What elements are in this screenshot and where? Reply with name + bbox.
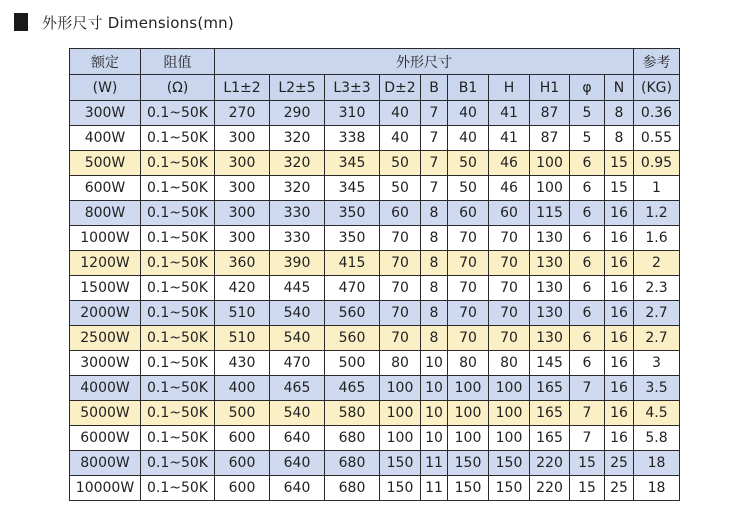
header-sub-cell: H bbox=[489, 75, 530, 101]
header-sub-cell: L1±2 bbox=[215, 75, 270, 101]
table-cell: 470 bbox=[270, 351, 325, 376]
table-cell: 320 bbox=[270, 151, 325, 176]
table-cell: 0.55 bbox=[634, 126, 680, 151]
table-cell: 60 bbox=[380, 201, 421, 226]
table-cell: 50 bbox=[448, 176, 489, 201]
table-cell: 300 bbox=[215, 151, 270, 176]
table-cell: 100 bbox=[448, 426, 489, 451]
table-cell: 415 bbox=[325, 251, 380, 276]
table-cell: 6 bbox=[570, 151, 605, 176]
table-cell: 70 bbox=[448, 301, 489, 326]
table-cell: 130 bbox=[530, 226, 570, 251]
table-cell: 100 bbox=[448, 401, 489, 426]
table-cell: 100 bbox=[489, 426, 530, 451]
table-cell: 600 bbox=[215, 451, 270, 476]
table-cell: 510 bbox=[215, 301, 270, 326]
table-cell: 8 bbox=[605, 101, 634, 126]
table-cell: 150 bbox=[380, 476, 421, 501]
table-cell: 800W bbox=[70, 201, 141, 226]
table-cell: 8 bbox=[421, 201, 448, 226]
table-cell: 465 bbox=[270, 376, 325, 401]
table-cell: 16 bbox=[605, 401, 634, 426]
table-cell: 540 bbox=[270, 301, 325, 326]
table-cell: 5.8 bbox=[634, 426, 680, 451]
table-cell: 130 bbox=[530, 251, 570, 276]
table-cell: 6 bbox=[570, 351, 605, 376]
table-cell: 0.1~50K bbox=[141, 176, 215, 201]
table-cell: 1 bbox=[634, 176, 680, 201]
table-cell: 7 bbox=[421, 151, 448, 176]
table-cell: 10 bbox=[421, 351, 448, 376]
table-row bbox=[70, 326, 680, 351]
table-cell: 10 bbox=[421, 426, 448, 451]
table-cell: 10 bbox=[421, 376, 448, 401]
table-row bbox=[70, 451, 680, 476]
table-cell: 0.1~50K bbox=[141, 251, 215, 276]
section-title bbox=[14, 9, 234, 35]
table-cell: 70 bbox=[380, 226, 421, 251]
table-cell: 540 bbox=[270, 326, 325, 351]
table-row bbox=[70, 476, 680, 501]
table-cell: 100 bbox=[489, 376, 530, 401]
table-cell: 300 bbox=[215, 126, 270, 151]
table-cell: 0.1~50K bbox=[141, 326, 215, 351]
header-sub-cell: B1 bbox=[448, 75, 489, 101]
table-cell: 87 bbox=[530, 101, 570, 126]
table-cell: 40 bbox=[448, 101, 489, 126]
table-cell: 41 bbox=[489, 101, 530, 126]
table-cell: 165 bbox=[530, 426, 570, 451]
table-cell: 70 bbox=[489, 326, 530, 351]
table-cell: 16 bbox=[605, 226, 634, 251]
table-cell: 70 bbox=[489, 226, 530, 251]
square-bullet-icon bbox=[14, 13, 28, 31]
table-cell: 150 bbox=[448, 476, 489, 501]
table-cell: 338 bbox=[325, 126, 380, 151]
table-cell: 16 bbox=[605, 201, 634, 226]
table-cell: 16 bbox=[605, 426, 634, 451]
table-cell: 130 bbox=[530, 326, 570, 351]
table-cell: 25 bbox=[605, 451, 634, 476]
header-reference: 参考 bbox=[634, 49, 680, 75]
table-cell: 7 bbox=[570, 426, 605, 451]
table-cell: 8 bbox=[421, 301, 448, 326]
table-row bbox=[70, 101, 680, 126]
table-cell: 2.7 bbox=[634, 301, 680, 326]
table-cell: 2 bbox=[634, 251, 680, 276]
table-cell: 100 bbox=[448, 376, 489, 401]
header-sub-cell: (W) bbox=[70, 75, 141, 101]
table-row bbox=[70, 401, 680, 426]
table-cell: 70 bbox=[489, 301, 530, 326]
table-cell: 8 bbox=[421, 251, 448, 276]
table-cell: 6 bbox=[570, 226, 605, 251]
table-cell: 50 bbox=[380, 151, 421, 176]
table-cell: 80 bbox=[489, 351, 530, 376]
table-cell: 540 bbox=[270, 401, 325, 426]
table-cell: 0.36 bbox=[634, 101, 680, 126]
table-cell: 130 bbox=[530, 301, 570, 326]
table-cell: 400 bbox=[215, 376, 270, 401]
table-cell: 70 bbox=[489, 251, 530, 276]
table-row bbox=[70, 176, 680, 201]
table-cell: 6 bbox=[570, 176, 605, 201]
table-cell: 165 bbox=[530, 376, 570, 401]
header-resistance: 阻值 bbox=[141, 49, 215, 75]
table-cell: 320 bbox=[270, 176, 325, 201]
table-row bbox=[70, 426, 680, 451]
table-cell: 300 bbox=[215, 226, 270, 251]
table-row bbox=[70, 351, 680, 376]
header-sub-cell: N bbox=[605, 75, 634, 101]
table-cell: 600 bbox=[215, 476, 270, 501]
header-sub-cell: D±2 bbox=[380, 75, 421, 101]
table-cell: 15 bbox=[570, 476, 605, 501]
table-cell: 60 bbox=[489, 201, 530, 226]
table-cell: 100 bbox=[380, 401, 421, 426]
table-cell: 165 bbox=[530, 401, 570, 426]
table-cell: 70 bbox=[380, 301, 421, 326]
table-cell: 390 bbox=[270, 251, 325, 276]
table-cell: 16 bbox=[605, 276, 634, 301]
table-cell: 330 bbox=[270, 226, 325, 251]
table-cell: 300 bbox=[215, 176, 270, 201]
table-cell: 1000W bbox=[70, 226, 141, 251]
table-cell: 350 bbox=[325, 226, 380, 251]
header-row-sub bbox=[70, 75, 680, 101]
table-cell: 2500W bbox=[70, 326, 141, 351]
table-cell: 510 bbox=[215, 326, 270, 351]
table-cell: 6 bbox=[570, 276, 605, 301]
table-cell: 600 bbox=[215, 426, 270, 451]
table-cell: 70 bbox=[448, 251, 489, 276]
table-cell: 2.7 bbox=[634, 326, 680, 351]
table-cell: 345 bbox=[325, 151, 380, 176]
header-sub-cell: L2±5 bbox=[270, 75, 325, 101]
table-cell: 500 bbox=[215, 401, 270, 426]
table-cell: 40 bbox=[448, 126, 489, 151]
table-cell: 220 bbox=[530, 476, 570, 501]
table-cell: 50 bbox=[448, 151, 489, 176]
table-cell: 10000W bbox=[70, 476, 141, 501]
table-cell: 15 bbox=[570, 451, 605, 476]
table-cell: 100 bbox=[530, 176, 570, 201]
table-cell: 0.1~50K bbox=[141, 476, 215, 501]
table-cell: 80 bbox=[380, 351, 421, 376]
table-cell: 145 bbox=[530, 351, 570, 376]
table-cell: 18 bbox=[634, 476, 680, 501]
table-cell: 6 bbox=[570, 251, 605, 276]
table-cell: 130 bbox=[530, 276, 570, 301]
table-row bbox=[70, 301, 680, 326]
table-cell: 70 bbox=[448, 326, 489, 351]
table-cell: 0.1~50K bbox=[141, 276, 215, 301]
table-cell: 640 bbox=[270, 476, 325, 501]
title-text: 外形尺寸 Dimensions(mn) bbox=[42, 13, 234, 32]
table-cell: 680 bbox=[325, 451, 380, 476]
table-cell: 0.1~50K bbox=[141, 201, 215, 226]
table-cell: 300W bbox=[70, 101, 141, 126]
table-cell: 8 bbox=[605, 126, 634, 151]
table-cell: 5 bbox=[570, 101, 605, 126]
table-cell: 46 bbox=[489, 151, 530, 176]
table-cell: 1.6 bbox=[634, 226, 680, 251]
table-cell: 15 bbox=[605, 176, 634, 201]
header-row-top bbox=[70, 49, 680, 75]
table-cell: 7 bbox=[421, 126, 448, 151]
table-cell: 6 bbox=[570, 326, 605, 351]
table-row bbox=[70, 201, 680, 226]
table-row bbox=[70, 251, 680, 276]
header-rating: 额定 bbox=[70, 49, 141, 75]
table-cell: 0.1~50K bbox=[141, 376, 215, 401]
table-cell: 0.1~50K bbox=[141, 301, 215, 326]
header-sub-cell: H1 bbox=[530, 75, 570, 101]
table-row bbox=[70, 276, 680, 301]
table-cell: 150 bbox=[489, 476, 530, 501]
table-cell: 80 bbox=[448, 351, 489, 376]
table-cell: 0.1~50K bbox=[141, 151, 215, 176]
table-cell: 420 bbox=[215, 276, 270, 301]
table-cell: 100 bbox=[489, 401, 530, 426]
table-cell: 50 bbox=[380, 176, 421, 201]
table-cell: 15 bbox=[605, 151, 634, 176]
table-cell: 40 bbox=[380, 126, 421, 151]
table-cell: 7 bbox=[570, 376, 605, 401]
table-cell: 3000W bbox=[70, 351, 141, 376]
table-cell: 680 bbox=[325, 476, 380, 501]
table-cell: 470 bbox=[325, 276, 380, 301]
table-row bbox=[70, 126, 680, 151]
table-cell: 500 bbox=[325, 351, 380, 376]
table-cell: 46 bbox=[489, 176, 530, 201]
table-cell: 8 bbox=[421, 226, 448, 251]
table-cell: 330 bbox=[270, 201, 325, 226]
table-cell: 16 bbox=[605, 376, 634, 401]
table-cell: 350 bbox=[325, 201, 380, 226]
table-cell: 16 bbox=[605, 326, 634, 351]
table-cell: 16 bbox=[605, 351, 634, 376]
header-sub-cell: L3±3 bbox=[325, 75, 380, 101]
table-cell: 100 bbox=[530, 151, 570, 176]
table-cell: 4.5 bbox=[634, 401, 680, 426]
table-cell: 1200W bbox=[70, 251, 141, 276]
table-cell: 5000W bbox=[70, 401, 141, 426]
table-cell: 320 bbox=[270, 126, 325, 151]
table-cell: 115 bbox=[530, 201, 570, 226]
table-cell: 25 bbox=[605, 476, 634, 501]
table-cell: 7 bbox=[570, 401, 605, 426]
table-cell: 70 bbox=[489, 276, 530, 301]
table-cell: 445 bbox=[270, 276, 325, 301]
table-cell: 87 bbox=[530, 126, 570, 151]
table-cell: 3.5 bbox=[634, 376, 680, 401]
table-cell: 310 bbox=[325, 101, 380, 126]
table-cell: 400W bbox=[70, 126, 141, 151]
table-cell: 2.3 bbox=[634, 276, 680, 301]
table-row bbox=[70, 376, 680, 401]
table-cell: 345 bbox=[325, 176, 380, 201]
table-cell: 41 bbox=[489, 126, 530, 151]
table-cell: 70 bbox=[448, 226, 489, 251]
table-cell: 465 bbox=[325, 376, 380, 401]
table-cell: 640 bbox=[270, 451, 325, 476]
table-cell: 4000W bbox=[70, 376, 141, 401]
table-cell: 0.95 bbox=[634, 151, 680, 176]
dimensions-table bbox=[69, 48, 680, 501]
table-cell: 270 bbox=[215, 101, 270, 126]
table-cell: 70 bbox=[380, 251, 421, 276]
table-cell: 8 bbox=[421, 326, 448, 351]
table-cell: 1500W bbox=[70, 276, 141, 301]
table-cell: 1.2 bbox=[634, 201, 680, 226]
table-cell: 8 bbox=[421, 276, 448, 301]
table-cell: 290 bbox=[270, 101, 325, 126]
header-sub-cell: (KG) bbox=[634, 75, 680, 101]
table-cell: 560 bbox=[325, 301, 380, 326]
table-cell: 11 bbox=[421, 476, 448, 501]
table-cell: 0.1~50K bbox=[141, 101, 215, 126]
table-cell: 16 bbox=[605, 301, 634, 326]
table-cell: 220 bbox=[530, 451, 570, 476]
header-sub-cell: B bbox=[421, 75, 448, 101]
table-cell: 430 bbox=[215, 351, 270, 376]
table-row bbox=[70, 226, 680, 251]
table-cell: 8000W bbox=[70, 451, 141, 476]
table-cell: 360 bbox=[215, 251, 270, 276]
table-cell: 0.1~50K bbox=[141, 226, 215, 251]
table-cell: 580 bbox=[325, 401, 380, 426]
table-cell: 5 bbox=[570, 126, 605, 151]
table-cell: 70 bbox=[380, 276, 421, 301]
table-row bbox=[70, 151, 680, 176]
table-cell: 40 bbox=[380, 101, 421, 126]
table-cell: 500W bbox=[70, 151, 141, 176]
table-cell: 100 bbox=[380, 426, 421, 451]
table-cell: 10 bbox=[421, 401, 448, 426]
table-cell: 560 bbox=[325, 326, 380, 351]
table-cell: 600W bbox=[70, 176, 141, 201]
table-cell: 6 bbox=[570, 201, 605, 226]
table-cell: 60 bbox=[448, 201, 489, 226]
table-cell: 16 bbox=[605, 251, 634, 276]
table-cell: 7 bbox=[421, 176, 448, 201]
table-cell: 2000W bbox=[70, 301, 141, 326]
table-cell: 150 bbox=[448, 451, 489, 476]
table-cell: 0.1~50K bbox=[141, 126, 215, 151]
table-cell: 640 bbox=[270, 426, 325, 451]
table-cell: 7 bbox=[421, 101, 448, 126]
table-cell: 100 bbox=[380, 376, 421, 401]
table-cell: 0.1~50K bbox=[141, 401, 215, 426]
table-cell: 6000W bbox=[70, 426, 141, 451]
table-cell: 150 bbox=[489, 451, 530, 476]
table-cell: 70 bbox=[448, 276, 489, 301]
table-cell: 70 bbox=[380, 326, 421, 351]
table-cell: 3 bbox=[634, 351, 680, 376]
table-cell: 680 bbox=[325, 426, 380, 451]
table-cell: 11 bbox=[421, 451, 448, 476]
header-dimensions: 外形尺寸 bbox=[215, 49, 634, 75]
table-cell: 150 bbox=[380, 451, 421, 476]
header-sub-cell: φ bbox=[570, 75, 605, 101]
table-cell: 0.1~50K bbox=[141, 451, 215, 476]
table-cell: 6 bbox=[570, 301, 605, 326]
table-cell: 300 bbox=[215, 201, 270, 226]
table-cell: 18 bbox=[634, 451, 680, 476]
header-sub-cell: (Ω) bbox=[141, 75, 215, 101]
table-cell: 0.1~50K bbox=[141, 351, 215, 376]
table-cell: 0.1~50K bbox=[141, 426, 215, 451]
